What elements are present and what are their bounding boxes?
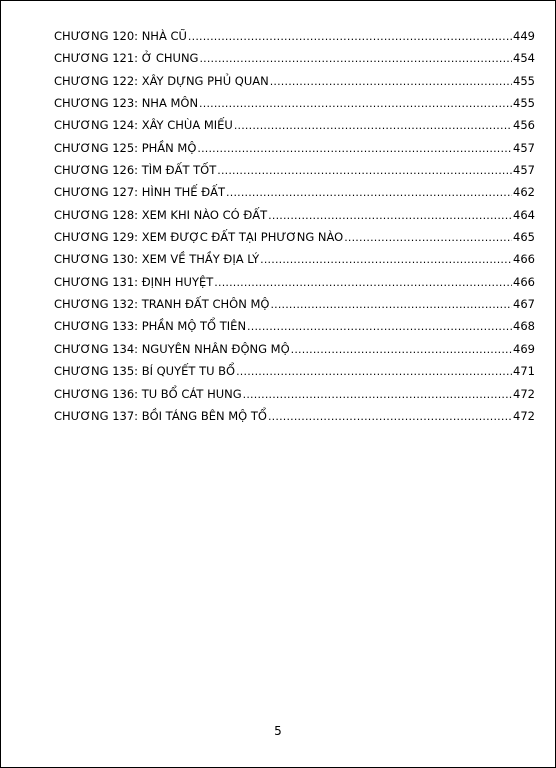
toc-entry[interactable] bbox=[54, 70, 535, 92]
toc-entry-title: CHƯƠNG 128: XEM KHI NÀO CÓ ĐẤT bbox=[54, 207, 268, 222]
toc-entry[interactable] bbox=[54, 25, 535, 47]
toc-dot-leader bbox=[243, 384, 512, 406]
toc-entry-page: 455 bbox=[513, 73, 535, 88]
toc-entry[interactable] bbox=[54, 248, 535, 270]
toc-dot-leader bbox=[214, 272, 512, 294]
toc-entry-page: 469 bbox=[513, 341, 535, 356]
toc-entry-page: 457 bbox=[513, 163, 535, 178]
toc-entry-page: 471 bbox=[513, 364, 535, 379]
toc-dot-leader bbox=[270, 294, 512, 316]
toc-dot-leader bbox=[236, 361, 512, 383]
toc-entry[interactable] bbox=[54, 315, 535, 337]
toc-dot-leader bbox=[226, 182, 512, 204]
toc-dot-leader bbox=[199, 93, 512, 115]
toc-entry-title: CHƯƠNG 130: XEM VỀ THẦY ĐỊA LÝ bbox=[54, 252, 260, 267]
toc-entry-title: CHƯƠNG 134: NGUYÊN NHÂN ĐỘNG MỘ bbox=[54, 341, 290, 356]
toc-entry-page: 472 bbox=[513, 386, 535, 401]
toc-entry-title: CHƯƠNG 135: BÍ QUYẾT TU BỔ bbox=[54, 364, 236, 379]
toc-entry-page: 449 bbox=[513, 29, 535, 43]
toc-entry-page: 462 bbox=[513, 185, 535, 200]
toc-entry[interactable] bbox=[54, 92, 535, 114]
toc-entry[interactable] bbox=[54, 360, 535, 382]
toc-entry[interactable] bbox=[54, 159, 535, 181]
toc-entry-page: 472 bbox=[513, 408, 535, 423]
toc-entry-title: CHƯƠNG 126: TÌM ĐẤT TỐT bbox=[54, 163, 217, 178]
toc-entry-title: CHƯƠNG 129: XEM ĐƯỢC ĐẤT TẠI PHƯƠNG NÀO bbox=[54, 230, 344, 245]
toc-entry-title: CHƯƠNG 132: TRANH ĐẤT CHÔN MỘ bbox=[54, 297, 270, 312]
toc-entry-page: 464 bbox=[513, 207, 535, 222]
toc-entry-title: CHƯƠNG 123: NHA MÔN bbox=[54, 96, 199, 111]
toc-entry-page: 465 bbox=[513, 230, 535, 245]
toc-entry[interactable] bbox=[54, 226, 535, 248]
toc-entry[interactable] bbox=[54, 338, 535, 360]
toc-entry-title: CHƯƠNG 136: TU BỔ CÁT HUNG bbox=[54, 386, 242, 401]
toc-dot-leader bbox=[268, 205, 512, 227]
toc-dot-leader bbox=[260, 249, 512, 271]
toc-entry-page: 457 bbox=[513, 140, 535, 155]
toc-entry[interactable] bbox=[54, 137, 535, 159]
toc-entry-title: CHƯƠNG 127: HÌNH THẾ ĐẤT bbox=[54, 185, 226, 200]
toc-entry-page: 466 bbox=[513, 274, 535, 289]
toc-entry[interactable] bbox=[54, 293, 535, 315]
toc-dot-leader bbox=[197, 138, 512, 160]
toc-entry-page: 454 bbox=[513, 51, 535, 66]
toc-dot-leader bbox=[234, 115, 512, 137]
toc-dot-leader bbox=[268, 406, 512, 428]
toc-dot-leader bbox=[344, 227, 512, 249]
toc-dot-leader bbox=[291, 339, 512, 361]
toc-entry-title: CHƯƠNG 137: BỒI TÁNG BÊN MỘ TỔ bbox=[54, 408, 267, 423]
toc-entry-title: CHƯƠNG 122: XÂY DỰNG PHỦ QUAN bbox=[54, 73, 269, 88]
toc-entry[interactable] bbox=[54, 405, 535, 427]
table-of-contents bbox=[54, 25, 535, 427]
toc-entry-title: CHƯƠNG 121: Ở CHUNG bbox=[54, 51, 199, 66]
toc-dot-leader bbox=[199, 48, 512, 70]
toc-entry-title: CHƯƠNG 120: NHÀ CŨ bbox=[54, 29, 187, 43]
toc-entry-page: 456 bbox=[513, 118, 535, 133]
toc-entry[interactable] bbox=[54, 271, 535, 293]
toc-entry-page: 468 bbox=[513, 319, 535, 334]
page-number: 5 bbox=[274, 724, 282, 738]
toc-entry-page: 466 bbox=[513, 252, 535, 267]
toc-dot-leader bbox=[270, 71, 512, 93]
toc-entry-page: 467 bbox=[513, 297, 535, 312]
toc-entry[interactable] bbox=[54, 204, 535, 226]
toc-entry[interactable] bbox=[54, 181, 535, 203]
toc-entry-title: CHƯƠNG 124: XÂY CHÙA MIẾU bbox=[54, 118, 233, 133]
toc-entry-title: CHƯƠNG 125: PHẦN MỘ bbox=[54, 140, 197, 155]
toc-dot-leader bbox=[247, 316, 512, 338]
toc-dot-leader bbox=[217, 160, 512, 182]
toc-entry[interactable] bbox=[54, 47, 535, 69]
toc-entry-title: CHƯƠNG 133: PHẦN MỘ TỔ TIÊN bbox=[54, 319, 247, 334]
toc-entry-page: 455 bbox=[513, 96, 535, 111]
toc-entry[interactable] bbox=[54, 114, 535, 136]
toc-entry[interactable] bbox=[54, 383, 535, 405]
toc-entry-title: CHƯƠNG 131: ĐỊNH HUYỆT bbox=[54, 274, 214, 289]
toc-dot-leader bbox=[188, 26, 512, 48]
